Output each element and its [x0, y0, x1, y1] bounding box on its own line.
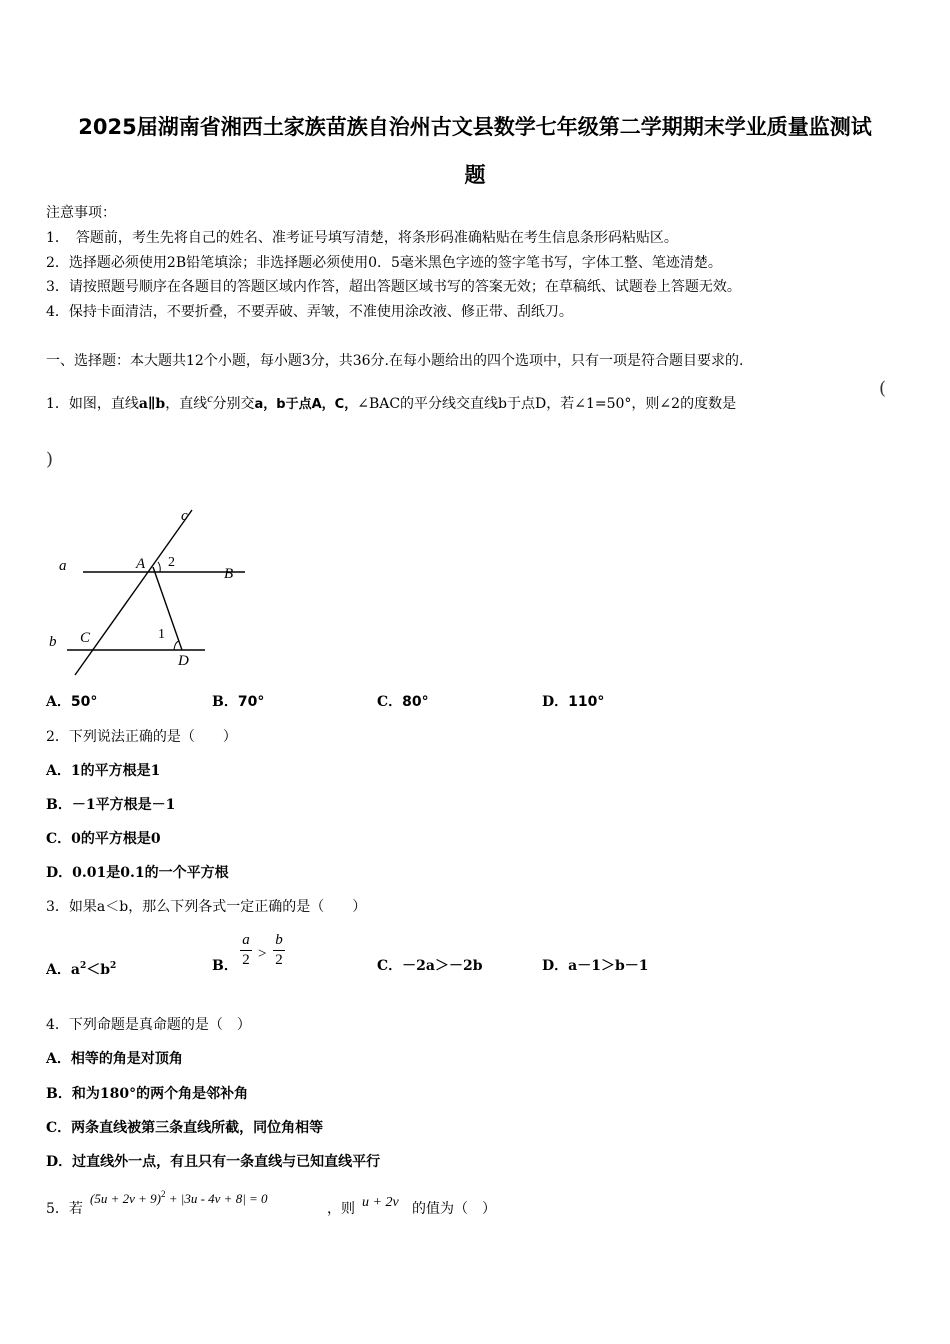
question-1-figure — [40, 500, 250, 680]
question-2-option-d — [46, 863, 229, 883]
figure-label-a: a — [59, 558, 67, 574]
fraction-bar — [273, 950, 285, 951]
option-label: C． — [377, 958, 403, 974]
option-value: 80° — [402, 694, 429, 710]
question-2-option-c — [46, 829, 161, 849]
option-label: B． — [46, 1086, 72, 1102]
notice-item-1: 1． 答题前，考生先将自己的姓名、准考证号填写清楚，将条形码准确粘贴在考生信息条形码粘贴区。 — [46, 230, 678, 246]
equation-exponent: 2 — [160, 1189, 166, 1199]
question-4-option-a — [46, 1049, 183, 1069]
option-label: B． — [212, 694, 238, 710]
question-1-open-paren: ( — [879, 378, 887, 399]
question-5-equation — [90, 1189, 268, 1207]
equation-rest: + |3u - 4v + 8| = 0 — [165, 1191, 268, 1206]
page-title: 2025届湖南省湘西土家族苗族自治州古文县数学七年级第二学期期末学业质量监测试 — [78, 115, 872, 139]
numerator: b — [275, 932, 283, 948]
question-3-option-c — [377, 956, 483, 976]
figure-label-b: b — [49, 634, 57, 650]
notice-item-4: 4．保持卡面清洁，不要折叠，不要弄破、弄皱，不准使用涂改液、修正带、刮纸刀。 — [46, 304, 573, 320]
question-1-text-b: ，直线 — [165, 396, 208, 412]
question-5-text-c: 的值为（ ） — [412, 1201, 496, 1217]
figure-label-angle-1: 1 — [158, 627, 165, 642]
option-label: C． — [46, 831, 72, 847]
question-1-text-d: a，b于点A，C， — [254, 397, 358, 412]
question-4-option-b — [46, 1084, 248, 1104]
question-1-text-a: 如图，直线 — [68, 396, 139, 412]
question-3-option-a — [46, 956, 116, 980]
option-label: A． — [46, 694, 71, 710]
relation: ＜ — [86, 962, 101, 978]
question-4-option-d — [46, 1152, 380, 1172]
option-value: 50° — [70, 694, 98, 710]
figure-label-B: B — [224, 566, 234, 582]
denominator: 2 — [242, 952, 250, 968]
option-label: B． — [46, 797, 72, 813]
exponent: 2 — [79, 961, 87, 971]
option-value: －2a＞－2b — [402, 958, 483, 974]
angle-1-arc — [174, 641, 179, 650]
equation-base: (5u + 2v + 9) — [90, 1191, 161, 1206]
question-3-option-d — [542, 956, 648, 976]
option-label: A． — [46, 1051, 71, 1067]
question-1-option-b — [212, 692, 264, 712]
figure-label-D: D — [178, 653, 189, 669]
figure-label-c: c — [181, 508, 188, 524]
figure-label-C: C — [80, 630, 91, 646]
question-1-option-a — [46, 692, 97, 712]
option-value: 过直线外一点，有且只有一条直线与已知直线平行 — [72, 1154, 381, 1170]
question-3-option-b-label: B． — [212, 958, 238, 974]
option-value: 相等的角是对顶角 — [70, 1051, 183, 1067]
notice-item-2: 2．选择题必须使用2B铅笔填涂；非选择题必须使用0．5毫米黑色字迹的签字笔书写，字体工整、笔迹清楚。 — [46, 255, 722, 271]
question-1-number: 1． — [46, 396, 69, 412]
option-label: D． — [542, 958, 569, 974]
option-label: C． — [377, 694, 403, 710]
fraction-a-over-2 — [240, 932, 252, 969]
option-value: 1的平方根是1 — [70, 763, 161, 779]
option-value: 和为180°的两个角是邻补角 — [71, 1086, 249, 1102]
question-1-stem — [46, 388, 736, 415]
question-4-option-c — [46, 1118, 323, 1138]
question-5-text-b: ，则 — [327, 1201, 355, 1217]
fraction-bar — [240, 950, 252, 951]
option-value: 110° — [568, 694, 605, 710]
question-1-parallel: a∥b — [138, 396, 166, 412]
option-value: 0.01是0.1的一个平方根 — [72, 865, 229, 881]
question-4-stem: 4．下列命题是真命题的是（ ） — [46, 1017, 251, 1033]
angle-2-arc — [158, 562, 160, 572]
question-2-stem: 2．下列说法正确的是（ ） — [46, 729, 237, 745]
option-value: －1平方根是－1 — [71, 797, 176, 813]
question-1-text-c: 分别交 — [212, 396, 255, 412]
question-2-option-a — [46, 761, 160, 781]
exponent: 2 — [110, 961, 117, 971]
option-label: A． — [46, 763, 71, 779]
figure-label-A: A — [136, 556, 146, 572]
question-5-number: 5． — [46, 1201, 69, 1217]
page-title-continued: 题 — [464, 163, 486, 187]
option-label: C． — [46, 1120, 72, 1136]
question-1-option-d — [542, 692, 604, 712]
option-value: 两条直线被第三条直线所截，同位角相等 — [71, 1120, 324, 1136]
base: b — [100, 962, 111, 978]
option-label: D． — [46, 1154, 73, 1170]
question-5-prefix — [46, 1199, 83, 1219]
option-label: A． — [46, 962, 71, 978]
question-5-expression: u + 2v — [362, 1195, 399, 1210]
option-value: 70° — [237, 694, 265, 710]
question-3-option-b-relation: > — [258, 946, 267, 962]
option-value: a－1＞b－1 — [568, 958, 649, 974]
question-1-var-c: c — [207, 391, 213, 405]
fraction-b-over-2 — [273, 932, 285, 969]
option-label: D． — [46, 865, 73, 881]
figure-label-angle-2: 2 — [168, 555, 175, 570]
question-1-close-paren: ) — [46, 449, 54, 470]
notice-item-3: 3．请按照题号顺序在各题目的答题区域内作答，超出答题区域书写的答案无效；在草稿纸、试题卷上答题无效。 — [46, 279, 741, 295]
question-3-stem: 3．如果a＜b，那么下列各式一定正确的是（ ） — [46, 899, 367, 915]
option-label: D． — [542, 694, 569, 710]
section-heading: 一、选择题：本大题共12个小题，每小题3分，共36分.在每小题给出的四个选项中，只有一项是符合题目要求的. — [46, 353, 744, 369]
question-5-text-a: 若 — [68, 1201, 83, 1217]
question-1-text-e: ∠BAC的平分线交直线b于点D，若∠1=50°，则∠2的度数是 — [357, 396, 737, 412]
numerator: a — [242, 932, 250, 948]
question-1-option-c — [377, 692, 429, 712]
denominator: 2 — [275, 952, 283, 968]
base: a — [70, 962, 80, 978]
question-2-option-b — [46, 795, 175, 815]
notice-heading: 注意事项： — [46, 205, 116, 221]
option-value: 0的平方根是0 — [71, 831, 161, 847]
